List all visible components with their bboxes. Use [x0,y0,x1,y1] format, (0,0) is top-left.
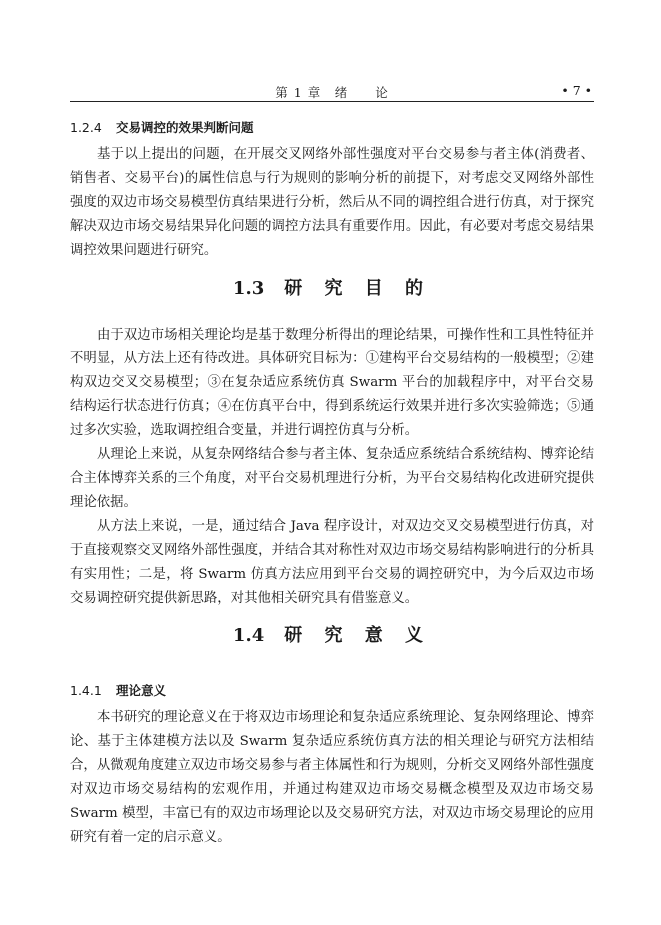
paragraph: 从理论上来说，从复杂网络结合参与者主体、复杂适应系统结合系统结构、博弈论结合主体博弈关系的三个角度，对平台交易机理进行分析，为平台交易结构化改进研究提供理论依据。 [70,447,594,510]
paragraph: 本书研究的理论意义在于将双边市场理论和复杂适应系统理论、复杂网络理论、博弈论、基于主体建模方法以及 Swarm 复杂适应系统仿真方法的相关理论与研究方法相结合，从微观角度建立双边市场交易参与者主体属性和行为规则，分析交叉网络外部性强度对双边市场交易结构的宏观作用，并通过构建双边市场交易概念模型及双边市场交易 Swarm 模型，丰富已有的双边市场理论以及交易研究方法，对双边市场交易理论的应用研究有着一定的启示意义。 [70,710,594,845]
subsection-heading-1-2-4 [70,113,594,143]
paragraph: 基于以上提出的问题，在开展交叉网络外部性强度对平台交易参与者主体(消费者、销售者、交易平台)的属性信息与行为规则的影响分析的前提下，对考虑交叉网络外部性强度的双边市场交易模型仿真结果进行分析，然后从不同的调控组合进行仿真，对于探究解决双边市场交易结果异化问题的调控方法具有重要作用。因此，有必要对考虑交易结果调控效果问题进行研究。 [70,147,594,258]
subsection-title: 理论意义 [116,683,167,699]
page-number: • 7 • [561,83,592,98]
section-heading-1-4 [70,610,594,662]
section-title: 研 究 意 义 [284,625,432,647]
subsection-number: 1.4.1 [70,683,102,699]
subsection-heading-1-4-1 [70,676,594,706]
section-title: 研 究 目 的 [284,277,432,299]
running-header [70,83,594,101]
chapter-title: 第 1 章 绪 论 [275,85,389,100]
subsection-title: 交易调控的效果判断问题 [116,120,254,135]
section-number: 1.3 [232,277,265,299]
section-number: 1.4 [232,625,265,647]
page-body [70,113,594,850]
header-rule [70,101,594,102]
paragraph: 从方法上来说，一是，通过结合 Java 程序设计，对双边交叉交易模型进行仿真，对于直接观察交叉网络外部性强度，并结合其对称性对双边市场交易结构影响进行的分析具有实用性；二是，将 Swarm 仿真方法应用到平台交易的调控研究中，为今后双边市场交易调控研究提供新思路，对其他相关研究具有借鉴意义。 [70,518,594,606]
section-heading-1-3 [70,263,594,315]
paragraph: 由于双边市场相关理论均是基于数理分析得出的理论结果，可操作性和工具性特征并不明显，从方法上还有待改进。具体研究目标为：①建构平台交易结构的一般模型；②建构双边交叉交易模型；③在复杂适应系统仿真 Swarm 平台的加载程序中，对平台交易结构运行状态进行仿真；④在仿真平台中，得到系统运行效果并进行多次实验筛选；⑤通过多次实验，选取调控组合变量，并进行调控仿真与分析。 [70,327,594,439]
subsection-number: 1.2.4 [70,120,102,135]
